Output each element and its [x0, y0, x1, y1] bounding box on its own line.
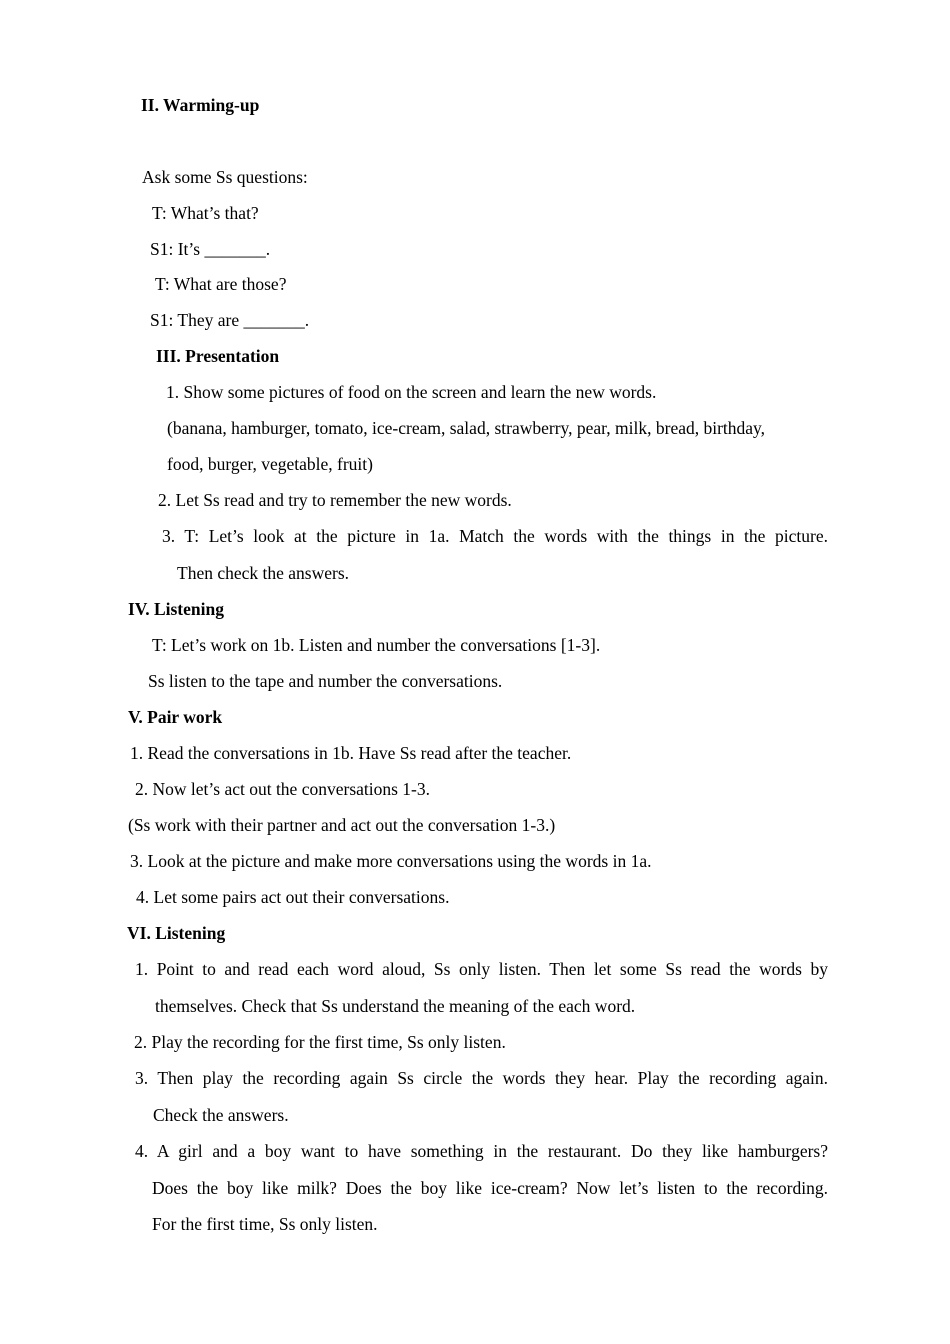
- pair-work-item-2: 2. Now let’s act out the conversations 1-3.: [135, 779, 431, 799]
- section-heading-pair-work: V. Pair work: [128, 707, 223, 727]
- listening-six-item-3-continued: Check the answers.: [153, 1105, 289, 1125]
- listening-four-line-2: Ss listen to the tape and number the conversations.: [148, 671, 503, 691]
- paragraph-ask-questions: Ask some Ss questions:: [142, 167, 308, 187]
- section-heading-listening-four: IV. Listening: [128, 599, 224, 619]
- presentation-word-list-line-1: (banana, hamburger, tomato, ice-cream, salad, strawberry, pear, milk, bread, birthday,: [167, 418, 766, 438]
- presentation-item-3: 3. T: Let’s look at the picture in 1a. Match the words with the things in the picture.: [162, 526, 828, 546]
- listening-six-item-1: 1. Point to and read each word aloud, Ss only listen. Then let some Ss read the words by: [135, 959, 828, 979]
- presentation-item-3-continued: Then check the answers.: [177, 563, 350, 583]
- listening-six-item-4-continued-1: Does the boy like milk? Does the boy like ice-cream? Now let’s listen to the recording.: [152, 1178, 828, 1198]
- listening-six-item-2: 2. Play the recording for the first time, Ss only listen.: [134, 1032, 506, 1052]
- presentation-item-1: 1. Show some pictures of food on the screen and learn the new words.: [166, 382, 657, 402]
- dialogue-line-teacher-2: T: What are those?: [155, 274, 287, 294]
- pair-work-note: (Ss work with their partner and act out the conversation 1-3.): [128, 815, 556, 835]
- presentation-item-2: 2. Let Ss read and try to remember the new words.: [158, 490, 512, 510]
- listening-six-item-4-continued-2: For the first time, Ss only listen.: [152, 1214, 378, 1234]
- listening-six-item-4: 4. A girl and a boy want to have something in the restaurant. Do they like hamburgers?: [135, 1141, 828, 1161]
- dialogue-line-student-1: S1: It’s _______.: [150, 239, 271, 259]
- presentation-word-list-line-2: food, burger, vegetable, fruit): [167, 454, 373, 474]
- listening-six-item-3: 3. Then play the recording again Ss circle the words they hear. Play the recording again.: [135, 1068, 828, 1088]
- section-heading-presentation: III. Presentation: [156, 346, 280, 366]
- listening-six-item-1-continued: themselves. Check that Ss understand the meaning of the each word.: [155, 996, 636, 1016]
- pair-work-item-3: 3. Look at the picture and make more conversations using the words in 1a.: [130, 851, 652, 871]
- pair-work-item-4: 4. Let some pairs act out their conversations.: [136, 887, 450, 907]
- section-heading-listening-six: VI. Listening: [127, 923, 226, 943]
- dialogue-line-student-2: S1: They are _______.: [150, 310, 310, 330]
- listening-four-line-1: T: Let’s work on 1b. Listen and number the conversations [1-3].: [152, 635, 601, 655]
- pair-work-item-1: 1. Read the conversations in 1b. Have Ss read after the teacher.: [130, 743, 572, 763]
- dialogue-line-teacher-1: T: What’s that?: [152, 203, 259, 223]
- section-heading-warming-up: II. Warming-up: [141, 95, 260, 115]
